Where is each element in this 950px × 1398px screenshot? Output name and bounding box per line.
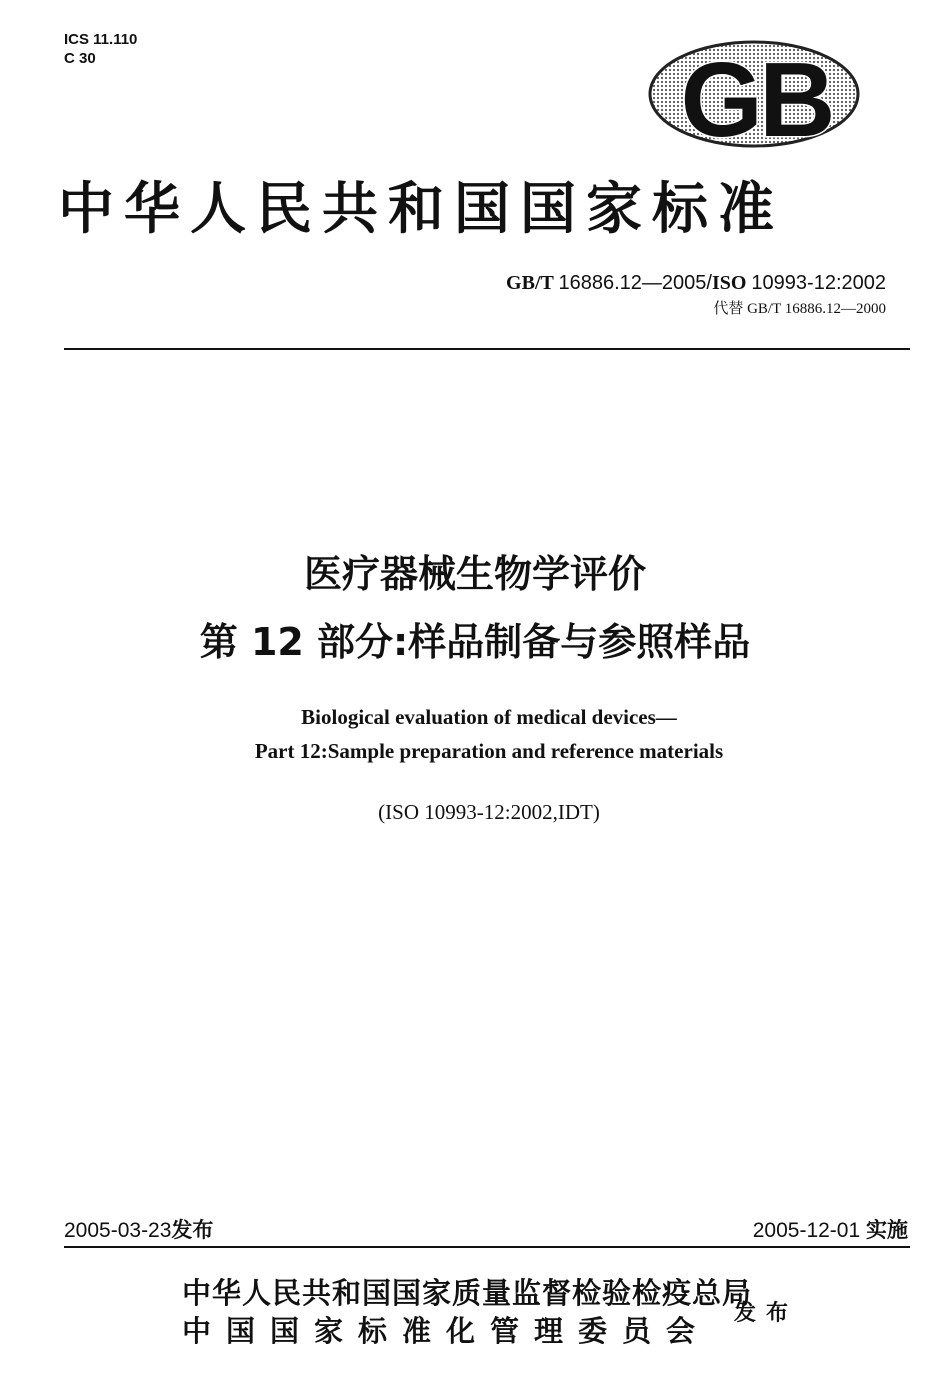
publish-label: 发布	[734, 1300, 799, 1326]
national-standard-title: 中华人民共和国国家标准	[58, 176, 784, 242]
issuing-bodies	[182, 1274, 752, 1350]
code-number: 16886.12—2005/	[558, 272, 712, 294]
iso-adoption-note: (ISO 10993-12:2002,IDT)	[378, 800, 600, 824]
classification-codes	[64, 30, 137, 68]
issue-date-label: 发布	[171, 1218, 214, 1242]
gb-logo-text: GB	[680, 41, 832, 148]
header-divider	[64, 348, 910, 350]
implementation-date-label: 实施	[866, 1218, 908, 1242]
gb-logo	[648, 40, 860, 148]
english-title-line-2: Part 12:Sample preparation and reference materials	[254, 739, 724, 763]
code-iso: ISO	[711, 272, 747, 294]
chinese-title-line-1: 医疗器械生物学评价	[303, 552, 646, 596]
english-title	[0, 700, 950, 768]
code-prefix: GB/T	[506, 272, 554, 294]
code-iso-number: 10993-12:2002	[751, 272, 886, 294]
implementation-date	[753, 1214, 908, 1244]
replaces-note: 代替 GB/T 16886.12—2000	[713, 301, 886, 317]
issue-date	[64, 1214, 213, 1244]
standard-number-block	[506, 272, 886, 318]
english-title-line-1: Biological evaluation of medical devices—	[301, 705, 677, 729]
implementation-date-value: 2005-12-01	[752, 1219, 861, 1242]
standard-code	[506, 272, 886, 295]
ccs-code: C 30	[64, 50, 96, 67]
ics-code: ICS 11.110	[64, 31, 138, 48]
chinese-title-line-2: 第 12 部分:样品制备与参照样品	[199, 620, 751, 664]
issuer-aqsiq: 中华人民共和国国家质量监督检验检疫总局	[182, 1276, 753, 1310]
footer-divider	[64, 1246, 910, 1248]
issue-date-value: 2005-03-23	[64, 1219, 172, 1242]
issuer-sac: 中国国家标准化管理委员会	[182, 1314, 711, 1348]
chinese-title	[0, 540, 950, 676]
